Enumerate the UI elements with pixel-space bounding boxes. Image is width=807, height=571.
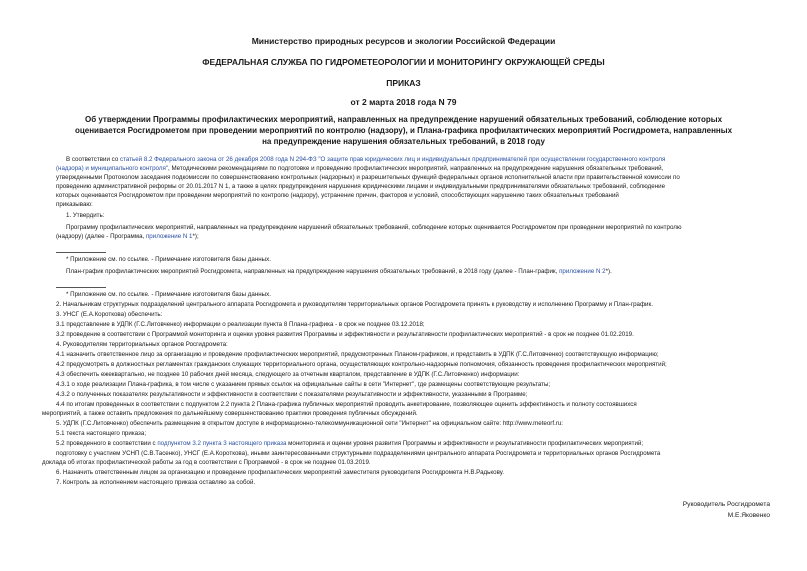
preamble-line: утвержденными Протоколом заседания подкомиссии по совершенствованию контрольных (надзорных) и разрешительных функций федеральных органов исполнительной власти при правительственной комиссии по bbox=[56, 174, 680, 181]
footnote-divider bbox=[56, 252, 106, 253]
preamble-line: приказываю: bbox=[56, 201, 93, 208]
preamble-line: В соответствии со статьей 8.2 Федерального закона от 26 декабря 2008 года N 294-ФЗ "О защите прав юридических лиц и индивидуальных предпринимателей при осуществлении государственного контроля bbox=[66, 156, 666, 163]
ministry-name: Министерство природных ресурсов и экологии Российской Федерации bbox=[251, 36, 556, 46]
paragraph-5: 5. УДПК (Г.С.Литовченко) обеспечить размещение в открытом доступе в информационно-телекоммуникационной сети "Интернет" на официальном сайте: http://www.meteorf.ru: bbox=[56, 420, 564, 427]
paragraph-7: 7. Контроль за исполнением настоящего приказа оставляю за собой. bbox=[56, 479, 256, 486]
paragraph-4-4: 4.4 по итогам проведенных в соответствии с подпунктом 2.2 пункта 2 Плана-графика публичных мероприятий проводить анкетирование, позволяющее оценить эффективность и полноту состоявшихся bbox=[56, 401, 637, 408]
document-title bbox=[60, 114, 747, 147]
signature-position: Руководитель Росгидромета bbox=[682, 501, 770, 508]
title-line: на предупреждение нарушения обязательных требований, в 2018 году bbox=[262, 137, 545, 146]
appendix-1-link[interactable]: приложение N 1 bbox=[145, 233, 193, 240]
footnote: * Приложение см. по ссылке. - Примечание изготовителя базы данных. bbox=[66, 256, 271, 263]
paragraph-1a: Программу профилактических мероприятий, направленных на предупреждение нарушений обязательных требований, соблюдение которых оценивается Росгидрометом при проведении мероприятий по контролю bbox=[66, 224, 682, 231]
document-type: ПРИКАЗ bbox=[386, 78, 421, 88]
paragraph-1b: План-график профилактических мероприятий Росгидромета, направленных на предупреждение нарушения обязательных требований, в 2018 году (далее - План-график, приложение N 2*). bbox=[66, 268, 612, 275]
footnote-divider bbox=[56, 287, 106, 288]
paragraph-3-2: 3.2 проведение в соответствии с Программой мониторинга и оценки уровня развития Программы и эффективности и результативности профилактических мероприятий - в срок не позднее 01.02.2019. bbox=[56, 331, 634, 338]
paragraph-1: 1. Утвердить: bbox=[66, 212, 105, 219]
paragraph-4-3-2: 4.3.2 о полученных показателях результативности и эффективности в соответствии с показателями результативности и эффективности, указанными в Программе; bbox=[56, 391, 528, 398]
paragraph-4-2: 4.2 предусмотреть в должностных регламентах гражданских служащих территориального органа, осуществляющих контрольно-надзорные полномочия, обязанность проведения профилактических мероприятий; bbox=[56, 361, 667, 368]
subparagraph-3-2-link[interactable]: подпунктом 3.2 пункта 3 настоящего приказа bbox=[157, 440, 287, 447]
paragraph-5-1: 5.1 текста настоящего приказа; bbox=[56, 430, 147, 437]
paragraph-4-3-1: 4.3.1 о ходе реализации Плана-графика, в том числе с указанием прямых ссылок на официальные сайты в сети "Интернет", где размещены соответствующие результаты; bbox=[56, 381, 551, 388]
paragraph-5-3: доклада об итогах профилактической работы за год в соответствии с Программой - в срок не позднее 01.03.2019. bbox=[42, 459, 371, 466]
title-line: оценивается Росгидрометом при проведении мероприятий по контролю (надзору), и Плана-графика профилактических мероприятий Росгидромета, направленных bbox=[74, 126, 733, 135]
service-name: ФЕДЕРАЛЬНАЯ СЛУЖБА ПО ГИДРОМЕТЕОРОЛОГИИ И МОНИТОРИНГУ ОКРУЖАЮЩЕЙ СРЕДЫ bbox=[202, 57, 605, 67]
document-date-number: от 2 марта 2018 года N 79 bbox=[350, 97, 457, 107]
footnote: * Приложение см. по ссылке. - Примечание изготовителя базы данных. bbox=[66, 291, 271, 298]
preamble-line: (надзора) и муниципального контроля", Методическими рекомендациями по подготовке и проведению профилактических мероприятий, направленных на предупреждение нарушения обязательных требований, bbox=[56, 165, 664, 172]
paragraph-1a: (надзору) (далее - Программа, приложение N 1*); bbox=[56, 233, 199, 240]
law-link[interactable]: статьей 8.2 Федерального закона от 26 декабря 2008 года N 294-ФЗ "О защите прав юридических лиц и индивидуальных предпринимателей при осуществлении государственного контроля bbox=[119, 156, 666, 163]
paragraph-5-2: 5.2 проведенного в соответствии с подпунктом 3.2 пункта 3 настоящего приказа мониторинга и оценки уровня развития Программы и эффективности и результативности профилактических мероприятий; bbox=[56, 440, 644, 447]
preamble-line: которых оценивается Росгидрометом при проведении мероприятий по контролю (надзору), устранение причин, факторов и условий, способствующих нарушению таких обязательных требований bbox=[56, 192, 619, 199]
preamble-line: проведению административной реформы от 20.01.2017 N 1, а также в целях предупреждения нарушения юридическими лицами и индивидуальными предпринимателями обязательных требований, соблюдение bbox=[56, 183, 666, 190]
title-line: Об утверждении Программы профилактических мероприятий, направленных на предупреждение нарушений обязательных требований, соблюдение которых bbox=[84, 115, 723, 124]
paragraph-2: 2. Начальникам структурных подразделений центрального аппарата Росгидромета и руководителям территориальных органов Росгидромета принять к руководству и исполнению Программу и План-график. bbox=[56, 301, 653, 308]
paragraph-3-1: 3.1 представление в УДПК (Г.С.Литовченко) информации о реализации пункта 8 Плана-графика - в срок не позднее 03.12.2018; bbox=[56, 321, 425, 328]
paragraph-3: 3. УНСГ (Е.А.Короткова) обеспечить: bbox=[56, 311, 163, 318]
paragraph-4-1: 4.1 назначить ответственное лицо за организацию и проведение профилактических мероприятий, предусмотренных Планом-графиком, и представить в УДПК (Г.С.Литовченко) соответствующую информацию; bbox=[56, 351, 659, 358]
law-link[interactable]: (надзора) и муниципального контроля" bbox=[56, 165, 169, 172]
paragraph-5-3: подготовку с участием УСНП (С.В.Тасенко), УНСГ (Е.А.Короткова), иными заинтересованными структурными подразделениями центрального аппарата Росгидромета и территориальных органов Росгидромета bbox=[56, 450, 661, 457]
paragraph-6: 6. Назначить ответственным лицом за организацию и проведение профилактических мероприятий заместителя руководителя Росгидромета Н.В.Радькову. bbox=[56, 469, 504, 476]
paragraph-4-3: 4.3 обеспечить ежеквартально, не позднее 10 рабочих дней месяца, следующего за отчетным кварталом, представление в УДПК (Г.С.Литовченко) информации: bbox=[56, 371, 520, 378]
signature-name: М.Е.Яковенко bbox=[727, 512, 770, 519]
paragraph-4: 4. Руководителям территориальных органов Росгидромета: bbox=[56, 341, 228, 348]
appendix-2-link[interactable]: приложение N 2 bbox=[559, 268, 606, 275]
paragraph-4-4: мероприятий, а также оставить предложения по дальнейшему совершенствованию практики проведения публичных обсуждений. bbox=[42, 410, 418, 417]
